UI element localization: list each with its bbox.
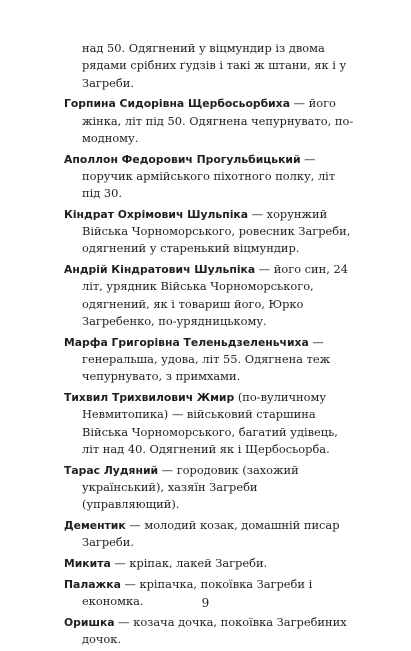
character-name: Дементик — [64, 518, 126, 532]
entry-text: — його жінка, літ під 50. Одягнена чепурнувато, по-модному. — [82, 96, 354, 145]
character-name: Тарас Лудяний — [64, 463, 159, 477]
entry-text: — городовик (захожий український), хазяїн Загреби (управляющий). — [82, 462, 299, 512]
character-name: Палажка — [64, 577, 121, 591]
entry-text: — кріпачка, покоївка Загреби і економка. — [82, 576, 313, 608]
cast-list — [64, 40, 354, 651]
entry-text: (по-вуличному Невмитопика) — військовий старшина Війська Чорноморського, багатий удівець, літ над 40. Одягнений як і Щербосьорба. — [82, 389, 338, 456]
list-item — [64, 95, 354, 147]
list-item — [64, 40, 354, 92]
list-item — [64, 389, 354, 458]
list-item — [64, 206, 354, 258]
character-name: Микита — [64, 556, 111, 570]
entry-text: — козача дочка, покоївка Загребиних дочок. — [82, 614, 347, 646]
entry-text: — генеральша, удова, літ 55. Одягнена теж чепурнувато, з примхами. — [82, 334, 331, 384]
character-name: Марфа Григорівна Теленьдзеленьчиха — [64, 335, 309, 349]
list-item — [64, 555, 354, 572]
entry-text: над 50. Одягнений у віцмундир із двома рядами срібних ґудзів і такі ж штани, як і у Загреби. — [82, 41, 347, 90]
list-item — [64, 151, 354, 203]
entry-text: — молодий козак, домашній писар Загреби. — [82, 517, 340, 550]
entry-text: — кріпак, лакей Загреби. — [110, 555, 268, 570]
character-name: Кіндрат Охрімович Шульпіка — [64, 207, 249, 221]
entry-text: — його син, 24 літ, урядник Війська Чорноморського, одягнений, як і товариш його, Юрко Загребенко, по-урядницькому. — [82, 262, 348, 329]
character-name: Андрій Кіндратович Шульпіка — [64, 263, 256, 277]
list-item — [64, 334, 354, 386]
list-item — [64, 261, 354, 330]
character-name: Тихвил Трихвилович Жмир — [64, 390, 235, 404]
character-name: Оришка — [64, 615, 115, 629]
list-item — [64, 462, 354, 514]
character-name: Горпина Сидорівна Щербосьорбиха — [64, 97, 290, 111]
page-number: 9 — [201, 596, 210, 610]
list-item — [64, 614, 354, 649]
character-name: Аполлон Федорович Прогульбицький — [64, 152, 301, 166]
entry-text: — хорунжий Війська Чорноморського, ровесник Загреби, одягнений у старенький віцмундир. — [82, 206, 351, 256]
entry-text: — поручик армійського піхотного полку, літ під 30. — [82, 151, 336, 201]
list-item — [64, 517, 354, 552]
